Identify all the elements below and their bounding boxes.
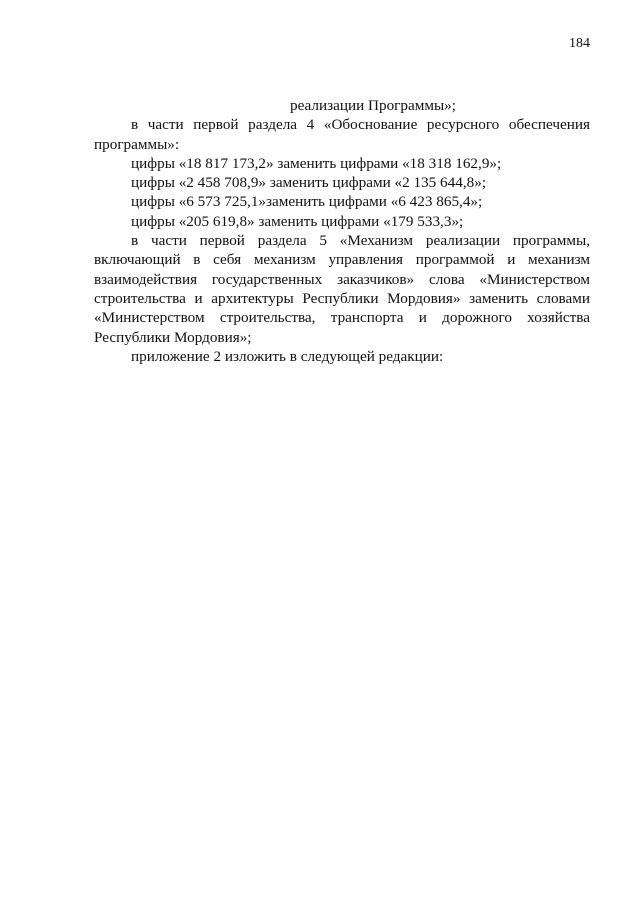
paragraph-figure-change-1: цифры «18 817 173,2» заменить цифрами «18 318 162,9»;: [131, 154, 502, 172]
paragraph-appendix-2: приложение 2 изложить в следующей редакции:: [131, 347, 444, 365]
page-number: 184: [569, 36, 590, 51]
paragraph-section-4: в части первой раздела 4 «Обоснование ресурсного обеспечения программы»:: [94, 116, 590, 153]
document-body: [94, 96, 590, 366]
paragraph-figure-change-2: цифры «2 458 708,9» заменить цифрами «2 135 644,8»;: [131, 174, 487, 192]
paragraph-continuation: реализации Программы»;: [290, 97, 456, 114]
paragraph-figure-change-3: цифры «6 573 725,1»заменить цифрами «6 423 865,4»;: [131, 193, 483, 211]
paragraph-figure-change-4: цифры «205 619,8» заменить цифрами «179 533,3»;: [131, 212, 464, 230]
paragraph-section-5: в части первой раздела 5 «Механизм реализации программы, включающий в себя механизм управления программой и механизм взаимодействия государственных заказчиков» слова «Министерством строительства и архитектуры Республики Мордовия» заменить словами «Министерством строительства, транспорта и дорожного хозяйства Республики Мордовия»;: [94, 232, 590, 346]
